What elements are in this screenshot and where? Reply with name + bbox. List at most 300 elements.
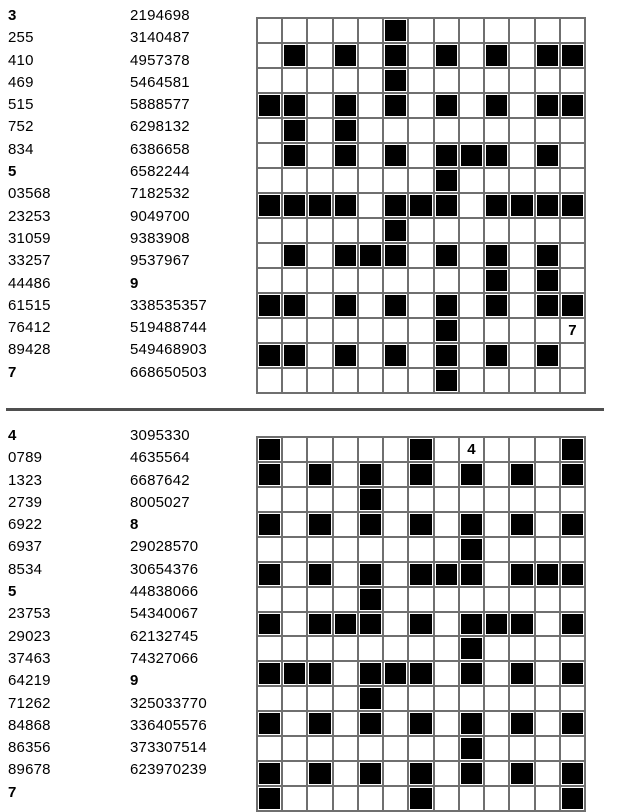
grid-cell[interactable] (561, 69, 584, 92)
grid-cell[interactable] (536, 613, 559, 636)
grid-cell[interactable] (409, 19, 432, 42)
grid-cell[interactable] (409, 144, 432, 167)
grid-cell[interactable] (409, 737, 432, 760)
grid-cell[interactable] (384, 513, 407, 536)
grid-black-cell (334, 44, 357, 67)
grid-cell[interactable] (510, 144, 533, 167)
grid-cell[interactable] (435, 538, 458, 561)
grid-cell[interactable] (308, 269, 331, 292)
grid-cell[interactable] (435, 119, 458, 142)
grid-cell[interactable] (510, 269, 533, 292)
grid-cell[interactable] (409, 244, 432, 267)
grid-cell[interactable] (384, 538, 407, 561)
grid-cell[interactable] (359, 438, 382, 461)
grid-cell[interactable] (384, 119, 407, 142)
grid-cell[interactable] (308, 94, 331, 117)
grid-cell[interactable] (334, 513, 357, 536)
grid-cell[interactable] (283, 787, 306, 810)
grid-cell[interactable] (334, 438, 357, 461)
grid-cell[interactable] (435, 737, 458, 760)
clue-number: 834 (8, 140, 34, 158)
grid-black-cell (460, 762, 483, 785)
grid-cell[interactable] (359, 169, 382, 192)
grid-cell[interactable] (258, 19, 281, 42)
clue-number: 31059 (8, 229, 51, 247)
grid-cell[interactable] (510, 637, 533, 660)
grid-cell[interactable] (409, 687, 432, 710)
grid-black-cell (536, 194, 559, 217)
grid-cell[interactable] (435, 269, 458, 292)
grid-cell[interactable] (308, 294, 331, 317)
grid-cell[interactable] (561, 588, 584, 611)
grid-cell[interactable] (384, 762, 407, 785)
grid-cell[interactable] (536, 463, 559, 486)
grid-cell[interactable] (409, 344, 432, 367)
grid-cell[interactable] (435, 687, 458, 710)
grid-cell[interactable] (283, 463, 306, 486)
grid-cell[interactable] (308, 588, 331, 611)
grid-cell[interactable] (435, 662, 458, 685)
grid-cell[interactable] (283, 687, 306, 710)
grid-cell[interactable] (334, 369, 357, 392)
grid-cell[interactable] (409, 69, 432, 92)
grid-cell[interactable] (334, 588, 357, 611)
grid-cell[interactable] (460, 588, 483, 611)
grid-cell[interactable] (334, 69, 357, 92)
grid-cell[interactable] (359, 144, 382, 167)
grid-cell[interactable] (384, 687, 407, 710)
grid-cell[interactable] (561, 119, 584, 142)
grid-cell[interactable] (258, 219, 281, 242)
clue-number: 44838066 (130, 583, 199, 601)
grid-black-cell (258, 438, 281, 461)
grid-cell[interactable] (283, 762, 306, 785)
clue-number: 76412 (8, 319, 51, 337)
grid-cell[interactable] (258, 538, 281, 561)
grid-cell[interactable] (460, 488, 483, 511)
grid-cell[interactable] (258, 269, 281, 292)
grid-cell[interactable] (435, 712, 458, 735)
grid-cell[interactable] (536, 438, 559, 461)
grid-cell[interactable] (384, 269, 407, 292)
grid-cell[interactable] (510, 538, 533, 561)
grid-black-cell (561, 662, 584, 685)
grid-cell[interactable] (536, 19, 559, 42)
grid-cell[interactable] (435, 637, 458, 660)
grid-black-cell (258, 787, 281, 810)
grid-cell[interactable] (561, 319, 584, 342)
grid-black-cell (334, 94, 357, 117)
grid-cell[interactable] (510, 687, 533, 710)
grid-cell[interactable] (359, 538, 382, 561)
puzzle1-clue-list-column1 (8, 5, 51, 384)
grid-cell[interactable] (561, 637, 584, 660)
grid-cell[interactable] (334, 219, 357, 242)
grid-cell[interactable] (384, 613, 407, 636)
grid-cell[interactable] (283, 169, 306, 192)
grid-cell[interactable] (334, 787, 357, 810)
grid-cell[interactable] (510, 94, 533, 117)
grid-cell[interactable] (258, 369, 281, 392)
clue-number: 44486 (8, 274, 51, 292)
grid-cell[interactable] (485, 662, 508, 685)
grid-cell[interactable] (409, 169, 432, 192)
grid-cell[interactable] (308, 244, 331, 267)
grid-cell[interactable] (359, 294, 382, 317)
grid-cell[interactable] (258, 637, 281, 660)
grid-cell[interactable] (334, 319, 357, 342)
grid-cell[interactable] (435, 488, 458, 511)
grid-cell[interactable] (536, 538, 559, 561)
grid-cell[interactable] (485, 513, 508, 536)
grid-cell[interactable] (561, 687, 584, 710)
grid-cell[interactable] (485, 19, 508, 42)
grid-cell[interactable] (485, 319, 508, 342)
grid-cell[interactable] (460, 219, 483, 242)
grid-cell[interactable] (334, 637, 357, 660)
grid-cell[interactable] (409, 94, 432, 117)
grid-cell[interactable] (359, 44, 382, 67)
grid-cell[interactable] (485, 219, 508, 242)
grid-cell[interactable] (485, 69, 508, 92)
grid-cell[interactable] (561, 538, 584, 561)
grid-cell[interactable] (308, 787, 331, 810)
grid-cell[interactable] (536, 169, 559, 192)
grid-cell[interactable] (359, 94, 382, 117)
grid-cell[interactable] (359, 319, 382, 342)
grid-cell[interactable] (283, 19, 306, 42)
grid-cell[interactable] (510, 294, 533, 317)
grid-cell[interactable] (334, 19, 357, 42)
grid-cell[interactable] (359, 19, 382, 42)
grid-cell[interactable] (334, 538, 357, 561)
grid-cell[interactable] (561, 219, 584, 242)
grid-cell[interactable] (384, 463, 407, 486)
grid-cell[interactable] (384, 588, 407, 611)
grid-cell[interactable] (510, 44, 533, 67)
grid-cell[interactable] (334, 662, 357, 685)
grid-cell[interactable] (258, 44, 281, 67)
grid-black-cell (460, 637, 483, 660)
grid-cell[interactable] (283, 613, 306, 636)
grid-cell[interactable] (536, 737, 559, 760)
clue-number: 6298132 (130, 118, 190, 136)
grid-cell[interactable] (384, 369, 407, 392)
grid-cell[interactable] (384, 712, 407, 735)
clue-number: 3140487 (130, 29, 190, 47)
grid-cell[interactable] (409, 294, 432, 317)
grid-cell[interactable] (334, 712, 357, 735)
grid-cell[interactable] (460, 69, 483, 92)
grid-cell[interactable] (409, 219, 432, 242)
clue-number: 2194698 (130, 7, 190, 24)
clue-length-header: 5 (8, 163, 17, 181)
grid-cell[interactable] (460, 438, 483, 461)
clue-number: 6386658 (130, 140, 190, 158)
grid-cell[interactable] (435, 19, 458, 42)
grid-black-cell (460, 563, 483, 586)
grid-cell[interactable] (460, 319, 483, 342)
grid-cell[interactable] (485, 169, 508, 192)
grid-cell[interactable] (485, 787, 508, 810)
grid-cell[interactable] (536, 637, 559, 660)
grid-cell[interactable] (460, 44, 483, 67)
clue-number: 23253 (8, 207, 51, 225)
grid-cell[interactable] (334, 737, 357, 760)
grid-cell[interactable] (283, 488, 306, 511)
grid-cell[interactable] (283, 219, 306, 242)
grid-cell[interactable] (308, 344, 331, 367)
grid-cell[interactable] (308, 538, 331, 561)
grid-cell[interactable] (460, 687, 483, 710)
grid-cell[interactable] (510, 344, 533, 367)
grid-cell[interactable] (334, 762, 357, 785)
grid-cell[interactable] (258, 144, 281, 167)
grid-cell[interactable] (435, 787, 458, 810)
grid-cell[interactable] (460, 269, 483, 292)
grid-cell[interactable] (308, 737, 331, 760)
clue-number: 410 (8, 51, 34, 69)
grid-cell[interactable] (561, 169, 584, 192)
grid-black-cell (510, 513, 533, 536)
grid-cell[interactable] (384, 488, 407, 511)
grid-cell[interactable] (384, 787, 407, 810)
grid-cell[interactable] (308, 144, 331, 167)
grid-cell[interactable] (435, 463, 458, 486)
grid-cell[interactable] (536, 712, 559, 735)
grid-black-cell (308, 662, 331, 685)
grid-cell[interactable] (536, 787, 559, 810)
grid-black-cell (460, 463, 483, 486)
grid-cell[interactable] (460, 169, 483, 192)
grid-cell[interactable] (384, 637, 407, 660)
grid-cell[interactable] (485, 119, 508, 142)
grid-cell[interactable] (536, 588, 559, 611)
grid-cell[interactable] (536, 762, 559, 785)
grid-cell[interactable] (384, 563, 407, 586)
grid-cell[interactable] (510, 19, 533, 42)
grid-black-cell (485, 344, 508, 367)
grid-cell[interactable] (258, 119, 281, 142)
grid-cell[interactable] (435, 219, 458, 242)
grid-black-cell (561, 613, 584, 636)
grid-cell[interactable] (384, 319, 407, 342)
grid-black-cell (409, 563, 432, 586)
grid-black-cell (435, 563, 458, 586)
grid-cell[interactable] (510, 588, 533, 611)
grid-cell[interactable] (409, 269, 432, 292)
grid-cell[interactable] (485, 737, 508, 760)
grid-cell[interactable] (308, 687, 331, 710)
grid-cell[interactable] (258, 244, 281, 267)
grid-cell[interactable] (308, 637, 331, 660)
grid-cell[interactable] (283, 69, 306, 92)
grid-cell[interactable] (536, 687, 559, 710)
grid-cell[interactable] (308, 44, 331, 67)
grid-cell[interactable] (460, 369, 483, 392)
grid-cell[interactable] (283, 513, 306, 536)
grid-cell[interactable] (536, 488, 559, 511)
grid-cell[interactable] (485, 588, 508, 611)
grid-cell[interactable] (561, 269, 584, 292)
clue-number: 3095330 (130, 427, 190, 444)
grid-cell[interactable] (359, 369, 382, 392)
grid-cell[interactable] (510, 169, 533, 192)
grid-cell[interactable] (258, 319, 281, 342)
grid-cell[interactable] (435, 588, 458, 611)
grid-cell[interactable] (359, 344, 382, 367)
clue-number: 668650503 (130, 363, 207, 381)
grid-cell[interactable] (283, 538, 306, 561)
grid-cell[interactable] (485, 762, 508, 785)
grid-cell[interactable] (283, 369, 306, 392)
grid-cell[interactable] (460, 344, 483, 367)
grid-black-cell (510, 613, 533, 636)
grid-cell[interactable] (510, 319, 533, 342)
grid-cell[interactable] (485, 712, 508, 735)
grid-cell[interactable] (510, 438, 533, 461)
grid-black-cell (485, 269, 508, 292)
grid-cell[interactable] (536, 662, 559, 685)
grid-cell[interactable] (536, 369, 559, 392)
grid-cell[interactable] (334, 269, 357, 292)
grid-cell[interactable] (308, 19, 331, 42)
grid-cell[interactable] (460, 19, 483, 42)
grid-cell[interactable] (283, 319, 306, 342)
grid-cell[interactable] (485, 538, 508, 561)
grid-cell[interactable] (409, 369, 432, 392)
grid-cell[interactable] (283, 563, 306, 586)
grid-cell[interactable] (460, 119, 483, 142)
grid-cell[interactable] (536, 119, 559, 142)
grid-cell[interactable] (359, 787, 382, 810)
grid-cell[interactable] (485, 369, 508, 392)
grid-cell[interactable] (435, 613, 458, 636)
grid-cell[interactable] (308, 219, 331, 242)
grid-cell[interactable] (258, 687, 281, 710)
grid-cell[interactable] (536, 219, 559, 242)
grid-cell[interactable] (460, 787, 483, 810)
grid-cell[interactable] (435, 762, 458, 785)
grid-cell[interactable] (460, 244, 483, 267)
grid-cell[interactable] (308, 438, 331, 461)
grid-cell[interactable] (460, 294, 483, 317)
grid-cell[interactable] (510, 69, 533, 92)
grid-cell[interactable] (283, 712, 306, 735)
grid-cell[interactable] (409, 538, 432, 561)
clue-length-header: 3 (8, 7, 17, 24)
grid-cell[interactable] (359, 269, 382, 292)
clue-number: 8534 (8, 560, 43, 578)
grid-cell[interactable] (308, 369, 331, 392)
grid-cell[interactable] (359, 119, 382, 142)
grid-cell[interactable] (485, 488, 508, 511)
grid-cell[interactable] (258, 488, 281, 511)
grid-cell[interactable] (359, 194, 382, 217)
grid-cell[interactable] (334, 488, 357, 511)
grid-cell[interactable] (561, 488, 584, 511)
grid-cell[interactable] (384, 438, 407, 461)
grid-cell[interactable] (510, 219, 533, 242)
grid-cell[interactable] (359, 637, 382, 660)
grid-cell[interactable] (308, 119, 331, 142)
grid-cell[interactable] (409, 119, 432, 142)
grid-cell[interactable] (308, 319, 331, 342)
grid-cell[interactable] (536, 319, 559, 342)
grid-cell[interactable] (485, 563, 508, 586)
grid-cell[interactable] (510, 119, 533, 142)
grid-cell[interactable] (258, 588, 281, 611)
grid-cell[interactable] (334, 169, 357, 192)
grid-cell[interactable] (334, 687, 357, 710)
grid-black-cell (460, 712, 483, 735)
grid-cell[interactable] (510, 787, 533, 810)
grid-cell[interactable] (561, 144, 584, 167)
grid-cell[interactable] (536, 513, 559, 536)
grid-cell[interactable] (384, 169, 407, 192)
grid-cell[interactable] (409, 488, 432, 511)
grid-cell[interactable] (561, 19, 584, 42)
grid-cell[interactable] (460, 94, 483, 117)
grid-cell[interactable] (283, 637, 306, 660)
grid-cell[interactable] (334, 563, 357, 586)
grid-cell[interactable] (561, 244, 584, 267)
grid-cell[interactable] (409, 44, 432, 67)
grid-black-cell (485, 244, 508, 267)
grid-cell[interactable] (308, 169, 331, 192)
grid-cell[interactable] (435, 513, 458, 536)
grid-cell[interactable] (435, 438, 458, 461)
grid-cell[interactable] (258, 737, 281, 760)
grid-cell[interactable] (258, 169, 281, 192)
grid-cell[interactable] (510, 369, 533, 392)
grid-cell[interactable] (359, 219, 382, 242)
grid-cell[interactable] (283, 269, 306, 292)
grid-cell[interactable] (485, 687, 508, 710)
grid-cell[interactable] (485, 463, 508, 486)
grid-cell[interactable] (409, 637, 432, 660)
grid-black-cell (536, 144, 559, 167)
grid-black-cell (359, 244, 382, 267)
grid-cell[interactable] (359, 69, 382, 92)
grid-cell[interactable] (283, 438, 306, 461)
grid-cell[interactable] (561, 737, 584, 760)
grid-cell[interactable] (409, 588, 432, 611)
grid-cell[interactable] (283, 737, 306, 760)
grid-cell[interactable] (460, 194, 483, 217)
grid-cell[interactable] (359, 737, 382, 760)
clue-number: 6687642 (130, 471, 190, 489)
grid-cell[interactable] (485, 637, 508, 660)
grid-cell[interactable] (510, 488, 533, 511)
grid-cell[interactable] (308, 488, 331, 511)
grid-cell[interactable] (283, 588, 306, 611)
grid-cell[interactable] (258, 69, 281, 92)
grid-cell[interactable] (435, 69, 458, 92)
grid-cell[interactable] (561, 344, 584, 367)
grid-cell[interactable] (334, 463, 357, 486)
grid-cell[interactable] (510, 737, 533, 760)
grid-cell[interactable] (308, 69, 331, 92)
grid-cell[interactable] (561, 369, 584, 392)
grid-cell[interactable] (536, 69, 559, 92)
clue-number: 549468903 (130, 341, 207, 359)
grid-cell[interactable] (510, 244, 533, 267)
grid-cell[interactable] (409, 319, 432, 342)
grid-cell[interactable] (485, 438, 508, 461)
clue-number: 469 (8, 73, 34, 91)
grid-cell[interactable] (384, 737, 407, 760)
